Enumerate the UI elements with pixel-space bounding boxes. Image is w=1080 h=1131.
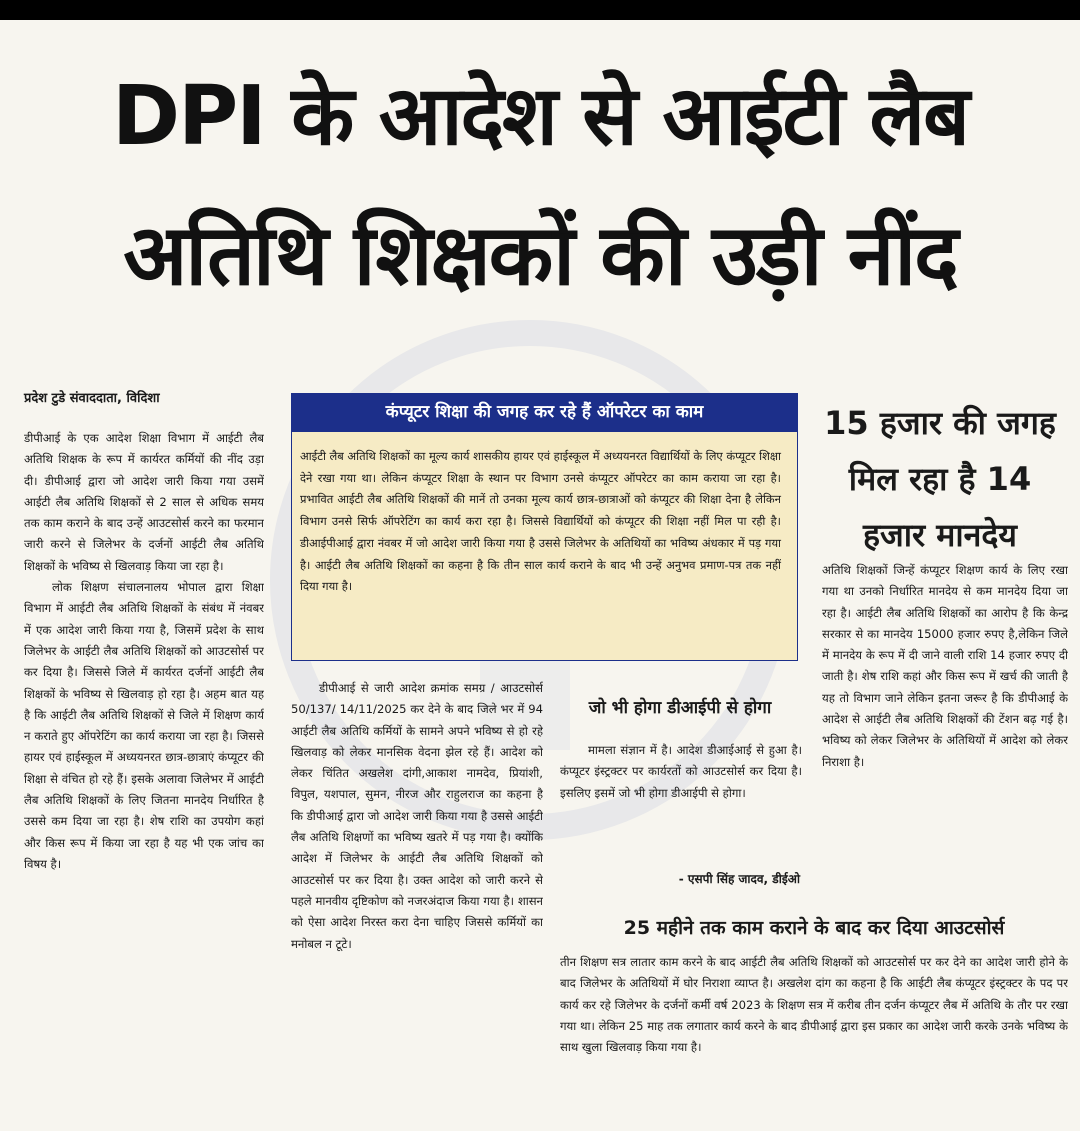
quote-body: मामला संज्ञान में है। आदेश डीआईआई से हुआ है। कंप्यूटर इंस्ट्रक्टर पर कार्यरतों को आउटसोर्स कर दिया है। इसलिए इसमें जो भी होगा डीआईपी से होगा। [560, 743, 802, 800]
box-heading: कंप्यूटर शिक्षा की जगह कर रहे हैं ऑपरेटर का काम [291, 393, 798, 431]
quote-signature: - एसपी सिंह जादव, डीईओ [678, 872, 800, 886]
right-column: अतिथि शिक्षकों जिन्हें कंप्यूटर शिक्षण कार्य के लिए रखा गया था उनको निर्धारित मानदेय से कम मानदेय दिया जा रहा है। आईटी लैब अतिथि शिक्षकों का आरोप है कि केन्द्र सरकार से का मानदेय 15000 हजार रुपए है,लेकिन जिले में मानदेय के रूप में दी जाने वाली राशि 14 हजार रुपए दी जाती है। शेष राशि कहां और किस रूप में खर्च की जाती है यह तो विभाग जाने लेकिन इतना जरूर है कि डीपीआई के आदेश से आईटी लैब अतिथि शिक्षकों की टेंशन बढ़ गई है। भविष्य को लेकर जिलेभर के अतिथियों में आदेश को लेकर निराशा है। [822, 563, 1068, 769]
left-para-2: लोक शिक्षण संचालनालय भोपाल द्वारा शिक्षा विभाग में आईटी लैब अतिथि शिक्षकों के संबंध में नंवबर में एक आदेश जारी किया गया है, जिसमें प्रदेश के साथ जिलेभर के आईटी लैब अतिथि शिक्षकों को आउटसोर्स पर कर दिया है। जिससे जिले में कार्यरत दर्जनों आईटी लैब शिक्षकों के भविष्य से खिलवाड़ हो रहा है। अहम बात यह है कि आईटी लैब अतिथि शिक्षकों से जिले में शिक्षण कार्य न कराते हुए ऑपरेटिंग का कार्य कराया जा रहा है। जिससे हायर एवं हाईस्कूल में अध्ययनरत छात्र-छात्राएं कंप्यूटर की शिक्षा से वंचित हो रहे हैं। इसके अलावा जिलेभर में आईटी लैब अतिथि शिक्षकों के लिए जितना मानदेय निर्धारित है उससे कम दिया जा रहा है। शेष राशि का उपयोग कहां और किस रूप में किया जा रहा है यह भी एक जांच का विषय है। [24, 580, 264, 871]
left-para-1: डीपीआई के एक आदेश शिक्षा विभाग में आईटी लैब अतिथि शिक्षक के रूप में कार्यरत कर्मियों की नींद उड़ा दी। डीपीआई द्वारा जो आदेश जारी किया गया उसमें आईटी लैब अतिथि शिक्षकों से 2 साल से अधिक समय तक काम कराने के बाद उन्हें आउटसोर्स करने का फरमान जारी करने से जिलेभर के दर्जनों आईटी लैब अतिथि शिक्षकों के भविष्य से खिलवाड़ किया जा रहा है। [24, 431, 264, 573]
bottom-body: तीन शिक्षण सत्र लातार काम करने के बाद आईटी लैब अतिथि शिक्षकों को आउटसोर्स पर कर देने का आदेश जारी होने के बाद जिलेभर के अतिथियों में घोर निराशा व्याप्त है। अखलेश दांग का कहना है कि आईटी लैब कंप्यूटर इंस्ट्रक्टर के पद पर कार्य कर रहे जिलेभर के दर्जनों कर्मी वर्ष 2023 के शिक्षण सत्र में करीब तीन दर्जन कंप्यूटर लैब में अतिथि के तौर पर रखा गया था। लेकिन 25 माह तक लगातार कार्य करने के बाद डीपीआई द्वारा इस प्रकार का आदेश जारी करके उनके भविष्य के साथ खुला खिलवाड़ किया गया है। [560, 955, 1068, 1055]
byline: प्रदेश टुडे संवाददाता, विदिशा [24, 391, 160, 406]
box-body: आईटी लैब अतिथि शिक्षकों का मूल्य कार्य शासकीय हायर एवं हाईस्कूल में अध्ययनरत विद्यार्थियों के लिए कंप्यूटर शिक्षा देने रखा गया था। लेकिन कंप्यूटर शिक्षा के स्थान पर विभाग उनसे कंप्यूटर ऑपरेटर का काम कराया जा रहा है। प्रभावित आईटी लैब अतिथि शिक्षकों की मानें तो उनका मूल्य कार्य छात्र-छात्राओं को कंप्यूटर की शिक्षा देना है लेकिन विभाग उनसे सिर्फ ऑपरेटिंग का कार्य करा रहा है। जिससे विद्यार्थियों को कंप्यूटर की शिक्षा नहीं मिल पा रही है। डीआईपीआई द्वारा नंवबर में जो आदेश जारी किया गया है उससे जिलेभर के अतिथियों का भविष्य अंधकार में पड़ गया है। आईटी लैब अतिथि शिक्षकों का कहना है कि तीन साल कार्य कराने के बाद भी उन्हें अनुभव प्रमाण-पत्र तक नहीं दिया गया है। [291, 431, 798, 661]
left-column [24, 428, 264, 1118]
right-heading: 15 हजार की जगह मिल रहा है 14 हजार मानदेय [824, 404, 1056, 554]
headline-line-1: DPI के आदेश से आईटी लैब [112, 69, 968, 164]
bottom-heading: 25 महीने तक काम कराने के बाद कर दिया आउटसोर्स [623, 917, 1005, 939]
quote-heading: जो भी होगा डीआईपी से होगा [588, 698, 772, 718]
top-black-bar [0, 0, 1080, 20]
middle-column: डीपीआई से जारी आदेश क्रमांक समग्र / आउटसोर्स 50/137/ 14/11/2025 कर देने के बाद जिले भर में 94 आईटी लैब अतिथि कर्मियों के सामने अपने भविष्य से हो रहे खिलवाड़ को लेकर मानसिक वेदना झेल रहे हैं। आदेश को लेकर चिंतित अखलेश दांगी,आकाश नामदेव, प्रियांशी, विपुल, यशपाल, सुमन, नीरज और राहुलराज का कहना है कि डीपीआई द्वारा जो आदेश जारी किया गया है उससे आईटी लैब अतिथि शिक्षणों का भविष्य खतरे में पड़ गया है। क्योंकि आदेश में जिलेभर के आईटी लैब अतिथि शिक्षकों को आउटसोर्स पर कर दिया है। उक्त आदेश को जारी करने से पहले मानवीय दृष्टिकोण को नजरअंदाज किया गया है। शासन को ऐसा आदेश निरस्त करा देना चाहिए जिससे कर्मियों का मनोबल न टूटे। [291, 681, 543, 951]
headline-line-2: अतिथि शिक्षकों की उड़ी नींद [123, 206, 957, 304]
